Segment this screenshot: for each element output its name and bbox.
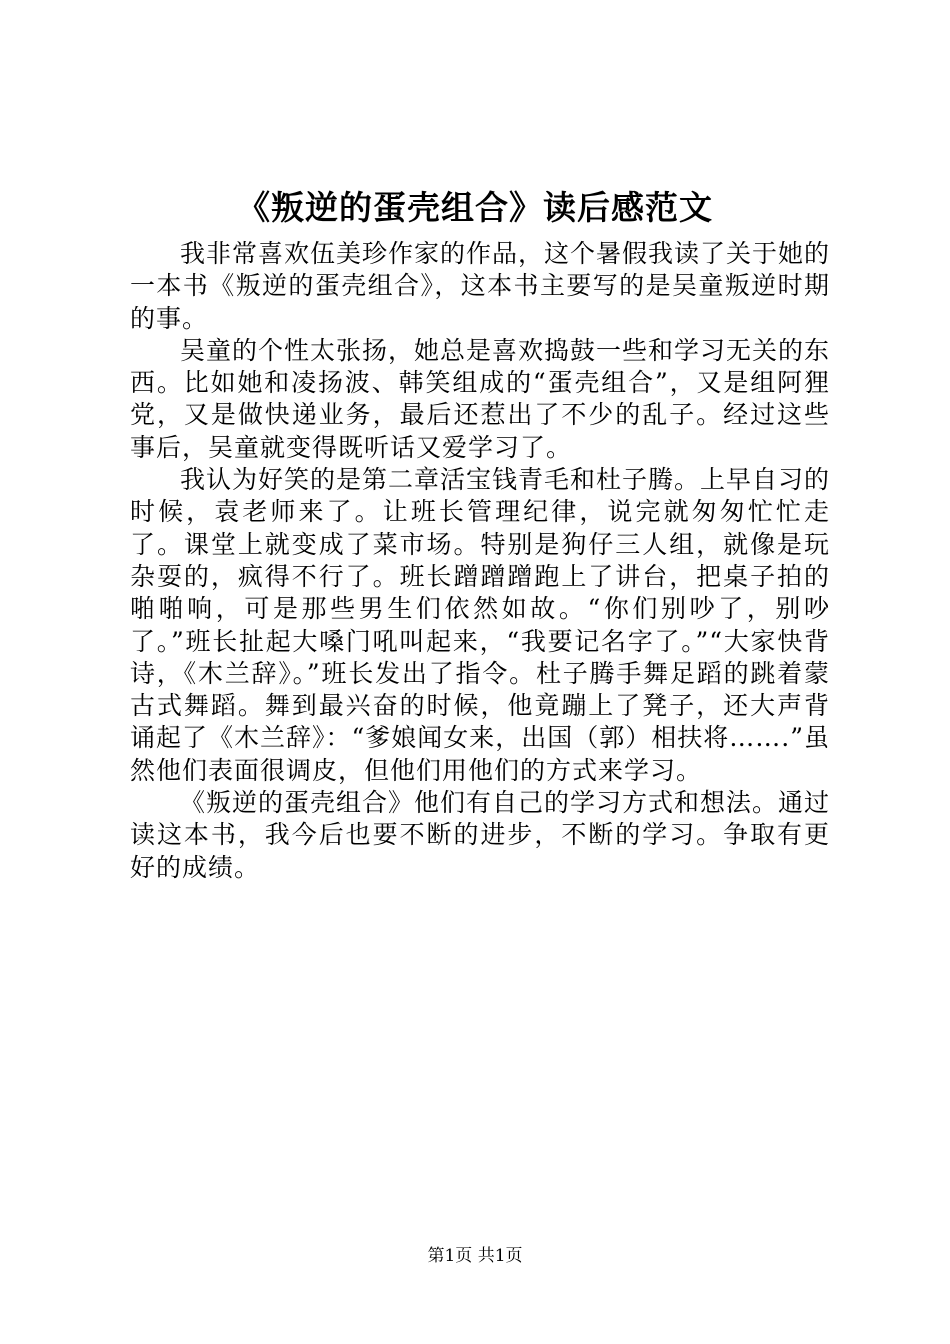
paragraph-1: 我非常喜欢伍美珍作家的作品，这个暑假我读了关于她的一本书《叛逆的蛋壳组合》，这本书主要写的是吴童叛逆时期的事。 bbox=[130, 239, 831, 333]
paragraph-2: 吴童的个性太张扬，她总是喜欢捣鼓一些和学习无关的东西。比如她和凌扬波、韩笑组成的“蛋壳组合”，又是组阿狸党，又是做快递业务，最后还惹出了不少的乱子。经过这些事后，吴童就变得既听话又爱学习了。 bbox=[130, 335, 831, 462]
document-body bbox=[130, 238, 830, 884]
paragraph-4: 《叛逆的蛋壳组合》他们有自己的学习方式和想法。通过读这本书，我今后也要不断的进步，不断的学习。争取有更好的成绩。 bbox=[130, 788, 831, 882]
document-title: 《叛逆的蛋壳组合》读后感范文 bbox=[237, 188, 713, 227]
page-number-footer: 第1页 共1页 bbox=[427, 1246, 523, 1266]
paragraph-3: 我认为好笑的是第二章活宝钱青毛和杜子腾。上早自习的时候，袁老师来了。让班长管理纪律，说完就匆匆忙忙走了。课堂上就变成了菜市场。特别是狗仔三人组，就像是玩杂耍的，疯得不行了。班长蹭蹭蹭跑上了讲台，把桌子拍的啪啪响，可是那些男生们依然如故。“你们别吵了，别吵了。”班长扯起大嗓门吼叫起来，“我要记名字了。”“大家快背诗，《木兰辞》。”班长发出了指令。杜子腾手舞足蹈的跳着蒙古式舞蹈。舞到最兴奋的时候，他竟蹦上了凳子，还大声背诵起了《木兰辞》：“爹娘闻女来，出国（郭）相扶将…….”虽然他们表面很调皮，但他们用他们的方式来学习。 bbox=[130, 465, 831, 785]
